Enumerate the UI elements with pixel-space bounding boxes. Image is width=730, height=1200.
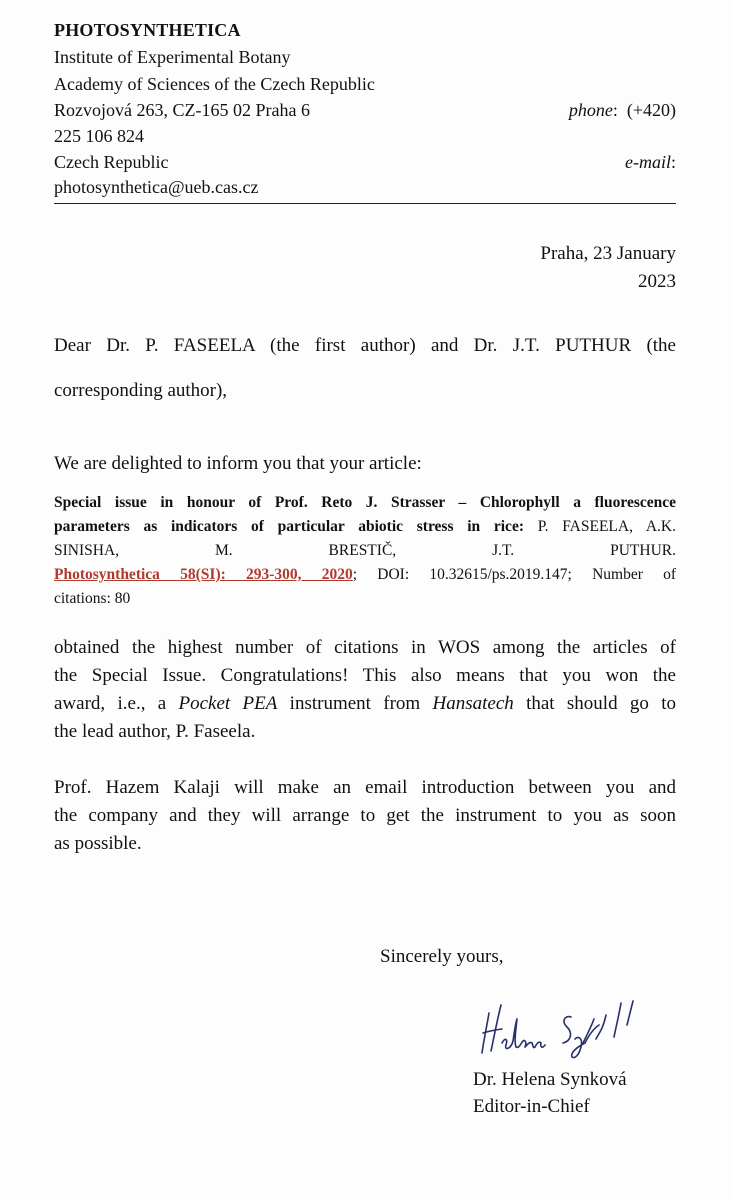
company-name: Hansatech bbox=[432, 693, 514, 714]
intro-paragraph bbox=[54, 452, 676, 476]
article-citation bbox=[54, 491, 676, 611]
introduction-paragraph bbox=[54, 774, 676, 858]
country-name: Czech Republic bbox=[54, 152, 169, 172]
date-line-2: 2023 bbox=[638, 271, 676, 292]
citation-authors-line bbox=[54, 539, 676, 563]
street-address: Rozvojová 263, CZ-165 02 Praha 6 bbox=[54, 100, 310, 120]
phone-country-code: (+420) bbox=[626, 100, 676, 120]
citation-title-line-2 bbox=[54, 515, 676, 539]
award-line-4: the lead author, P. Faseela. bbox=[54, 721, 256, 742]
citation-count: citations: 80 bbox=[54, 590, 131, 607]
author-initial-m: M. bbox=[214, 542, 233, 559]
email-line: e-mail: bbox=[625, 152, 676, 172]
email-label: e-mail bbox=[625, 152, 671, 172]
institute-name: Institute of Experimental Botany bbox=[54, 47, 291, 67]
header-divider bbox=[54, 203, 676, 204]
citation-title-1: Special issue in honour of Prof. Reto J. Strasser – Chlorophyll a fluorescence bbox=[54, 494, 676, 511]
salutation-line-2: corresponding author), bbox=[54, 380, 228, 401]
intro-email-line-3: as possible. bbox=[54, 833, 142, 854]
signatory-role: Editor-in-Chief bbox=[473, 1096, 590, 1117]
author-initials-jt: J.T. bbox=[492, 542, 515, 559]
signatory-name: Dr. Helena Synková bbox=[473, 1069, 627, 1090]
journal-link[interactable]: Photosynthetica 58(SI): 293-300, 2020 bbox=[54, 566, 353, 583]
intro-email-line-1: Prof. Hazem Kalaji will make an email introduction between you and bbox=[54, 777, 676, 798]
salutation-line-1: Dear Dr. P. FASEELA (the first author) and Dr. J.T. PUTHUR (the bbox=[54, 335, 676, 356]
intro-text: We are delighted to inform you that your article: bbox=[54, 453, 422, 474]
email-address[interactable]: photosynthetica@ueb.cas.cz bbox=[54, 177, 259, 197]
citation-title-line-1 bbox=[54, 491, 676, 515]
award-line-2: the Special Issue. Congratulations! This also means that you won the bbox=[54, 665, 676, 686]
organization-name: PHOTOSYNTHETICA bbox=[54, 20, 241, 40]
author-sinisha: SINISHA, bbox=[54, 542, 120, 559]
salutation bbox=[54, 323, 676, 413]
author-puthur: PUTHUR. bbox=[610, 542, 676, 559]
instrument-name: Pocket PEA bbox=[178, 693, 278, 714]
phone-line: phone: (+420) bbox=[568, 100, 676, 120]
award-line-3 bbox=[54, 690, 676, 718]
citation-doi: ; DOI: 10.32615/ps.2019.147; Number of bbox=[352, 566, 677, 583]
citation-journal-line bbox=[54, 563, 676, 587]
phone-number: 225 106 824 bbox=[54, 126, 144, 146]
citation-authors-start: P. FASEELA, A.K. bbox=[523, 518, 676, 535]
award-line-1: obtained the highest number of citations in WOS among the articles of bbox=[54, 637, 676, 658]
award-line-3-pre: award, i.e., a bbox=[54, 693, 179, 714]
phone-label: phone bbox=[568, 100, 613, 120]
award-paragraph bbox=[54, 634, 676, 746]
intro-email-line-2: the company and they will arrange to get the instrument to you as soon bbox=[54, 805, 676, 826]
citation-title-2: parameters as indicators of particular abiotic stress in rice: bbox=[54, 518, 524, 535]
date-line-1: Praha, 23 January bbox=[540, 243, 676, 264]
award-line-3-post: that should go to bbox=[513, 693, 676, 714]
academy-name: Academy of Sciences of the Czech Republic bbox=[54, 74, 375, 94]
author-brestic: BRESTIČ, bbox=[328, 542, 397, 559]
award-line-3-mid: instrument from bbox=[277, 693, 433, 714]
sign-off: Sincerely yours, bbox=[380, 946, 504, 967]
handwritten-signature bbox=[475, 995, 645, 1063]
